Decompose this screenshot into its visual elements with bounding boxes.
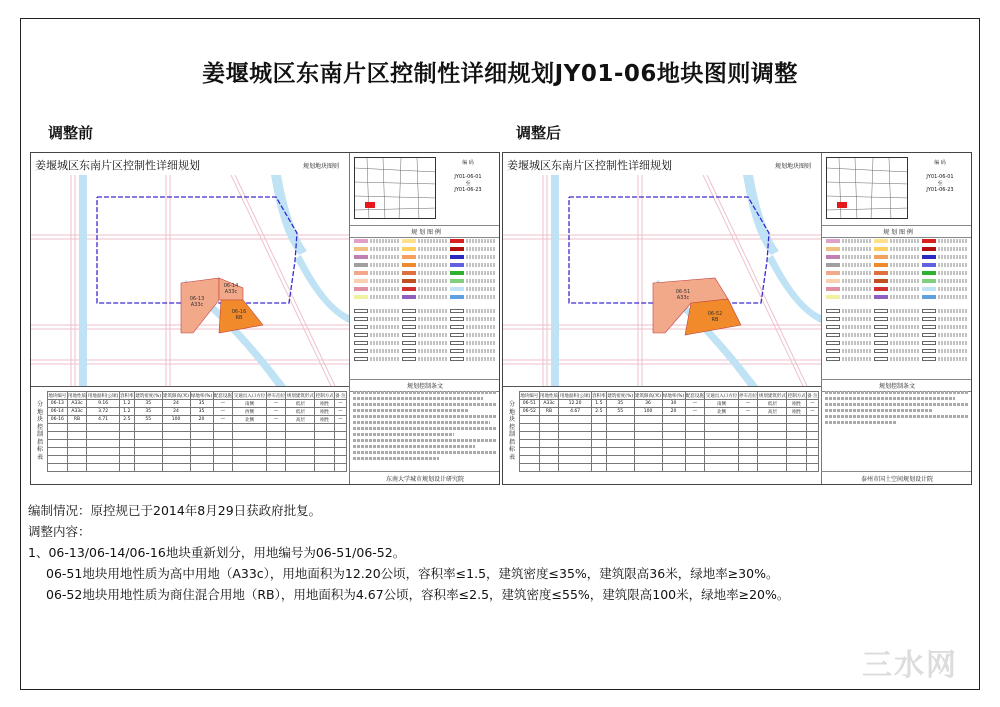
code-label: 编 码 [462, 160, 474, 166]
code-label: 编 码 [934, 160, 946, 166]
legend-grid [354, 237, 500, 377]
code-to-word: 至 [465, 181, 471, 187]
table-row: 06-51 A33c 12.20 1.5 35 36 30 — 南侧 — 低层 刚性 — [520, 400, 819, 408]
page-title: 姜堰城区东南片区控制性详细规划JY01-06地块图则调整 [202, 61, 798, 87]
parcel-label: 06-16 [231, 309, 247, 315]
code-from: JY01-06-01 [454, 174, 482, 180]
after-label: 调整后 [516, 124, 562, 142]
parcel-label: RB [711, 317, 719, 323]
key-map [354, 157, 436, 219]
adjustment-item-3: 06-52地块用地性质为商住混合用地（RB），用地面积为4.67公顷，容积率≤2.5，建筑密度≤55%，建筑限高100米，绿地率≥20%。 [46, 587, 790, 602]
control-table: 地块编号 用地性质 用地面积(公顷) 容积率 建筑密度(%) 建筑限高(米) 绿地率(%) 配套设施 交通出入口方位 停车泊位 规划建筑形式 控制方式 备 注 06-51 A33c 12.20 1.5 35 36 30 — 南侧 — 低层 刚性 — 06-52 RB 4.67 2.5 55 100 20 — 北侧 — 高层 刚性 — [519, 391, 819, 472]
adjustment-notes [28, 500, 968, 605]
content-label: 调整内容： [28, 524, 91, 539]
parcel-label: 06-14 [223, 283, 239, 289]
panel-title: 姜堰城区东南片区控制性详细规划 [507, 159, 672, 172]
code-from: JY01-06-01 [926, 174, 954, 180]
control-table: 地块编号 用地性质 用地面积(公顷) 容积率 建筑密度(%) 建筑限高(米) 绿地率(%) 配套设施 交通出入口方位 停车泊位 规划建筑形式 控制方式 备 注 06-13 A33c 9.16 1.2 35 24 35 — 南侧 — 低层 刚性 — 06-14 A33c 3.72 1.2 35 24 35 — 西侧 — 低层 刚性 — 06-16 RB 4.71 2.5 55 100 20 — 北侧 — 高层 刚性 — [47, 391, 347, 472]
control-title: 规划控制条文 [821, 379, 972, 392]
panel-subtitle: 规划地块图则 [303, 163, 340, 170]
table-row: 06-52 RB 4.67 2.5 55 100 20 — 北侧 — 高层 刚性 — [520, 408, 819, 416]
control-title: 规划控制条文 [349, 379, 500, 392]
parcel-label: A33c [224, 289, 238, 295]
panel-subtitle: 规划地块图则 [775, 163, 812, 170]
table-side-label: 分地块控制指标表 [508, 401, 515, 461]
control-table-area [31, 386, 349, 485]
code-box [438, 157, 498, 219]
parcel-label: 06-13 [189, 296, 205, 302]
organization: 泰州市国土空间规划设计院 [821, 471, 972, 485]
legend-title: 规 划 图 例 [350, 225, 500, 238]
key-map [826, 157, 908, 219]
table-row: 06-13 A33c 9.16 1.2 35 24 35 — 南侧 — 低层 刚性 — [48, 400, 347, 408]
before-panel [30, 152, 500, 485]
control-text [353, 391, 497, 471]
legend-title: 规 划 图 例 [822, 225, 972, 238]
code-box [910, 157, 970, 219]
parcel-label: 06-51 [675, 289, 691, 295]
after-panel [502, 152, 972, 485]
watermark: 三水网 [862, 648, 958, 683]
parcel-label: RB [235, 315, 243, 321]
parcel-label: 06-52 [707, 311, 723, 317]
code-to: JY01-06-23 [926, 187, 954, 193]
table-row: 06-16 RB 4.71 2.5 55 100 20 — 北侧 — 高层 刚性 — [48, 416, 347, 424]
adjustment-item-2: 06-51地块用地性质为高中用地（A33c），用地面积为12.20公顷，容积率≤1.5，建筑密度≤35%，建筑限高36米，绿地率≥30%。 [46, 566, 779, 581]
table-side-label: 分地块控制指标表 [36, 401, 43, 461]
code-to: JY01-06-23 [454, 187, 482, 193]
parcel-label: A33c [676, 295, 690, 301]
control-table-area [503, 386, 821, 485]
table-row: 06-14 A33c 3.72 1.2 35 24 35 — 西侧 — 低层 刚性 — [48, 408, 347, 416]
code-to-word: 至 [937, 181, 943, 187]
panel-title: 姜堰城区东南片区控制性详细规划 [35, 159, 200, 172]
legend-grid [826, 237, 972, 377]
parcel-label: A33c [190, 302, 204, 308]
control-text [825, 391, 969, 471]
status-line: 编制情况：原控规已于2014年8月29日获政府批复。 [28, 503, 322, 518]
adjustment-item-1: 1、06-13/06-14/06-16地块重新划分，用地编号为06-51/06-52。 [28, 545, 406, 560]
organization: 东南大学城市规划设计研究院 [349, 471, 500, 485]
before-label: 调整前 [48, 124, 94, 142]
